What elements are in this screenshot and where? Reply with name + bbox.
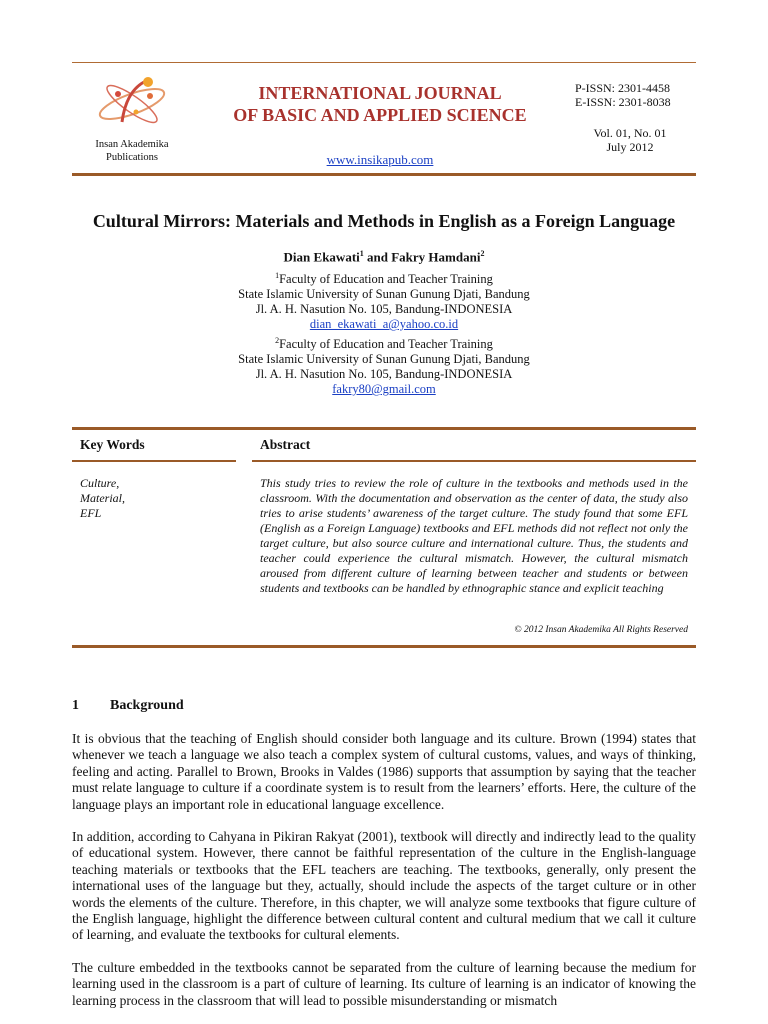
publisher-logo [92,72,172,134]
affil-1-line1: Faculty of Education and Teacher Training [279,272,493,287]
journal-title [200,82,560,126]
affil-2-line3: Jl. A. H. Nasution No. 105, Bandung-INDONESIA [255,367,513,382]
header-top-rule [72,62,696,63]
abstract-heading: Abstract [260,437,311,452]
section-title: Background [110,698,184,713]
keyword-item: Material, [80,491,125,505]
publisher-line2: Publications [106,152,158,163]
author-1-sup: 1 [359,249,364,258]
abstract-underline [252,460,696,462]
eissn: E-ISSN: 2301-8038 [575,95,671,109]
journal-website-link[interactable]: www.insikapub.com [326,152,434,167]
volume-block [560,126,700,154]
affil-1-line3: Jl. A. H. Nasution No. 105, Bandung-INDONESIA [255,302,513,317]
paper-title: Cultural Mirrors: Materials and Methods in English as a Foreign Language [92,211,676,231]
affil-1-line2: State Islamic University of Sunan Gunung Djati, Bandung [238,287,530,302]
section-number: 1 [72,698,79,713]
affiliation-1 [160,268,608,332]
body-paragraph: In addition, according to Cahyana in Pikiran Rakyat (2001), textbook will directly and indirectly lead to the quality of educational system. However, there cannot be faithful representation of the culture in the English-language teaching materials or textbooks that the EFL teachers are teaching. The textbooks, generally, only present the international uses of the language but they, actually, should include the aspects of the target culture or in other words the elements of the culture. Therefore, in this chapter, we will analyze some textbooks that figure culture of the English language, highlight the difference between cultural content and cultural medium that we call it culture of learning, and evaluate the textbooks for cultural elements. [72,829,696,943]
keywords-list [80,476,125,521]
publisher-line1: Insan Akademika [95,139,169,150]
author-2: Fakry Hamdani [391,249,481,265]
author-separator: and [363,249,392,265]
volume-number: Vol. 01, No. 01 [593,126,667,140]
author-line [60,249,708,265]
affil-1-sup: 1 [275,271,280,280]
abstract-bottom-rule [72,645,696,648]
affil-2-line1: Faculty of Education and Teacher Training [279,337,493,352]
copyright-notice: © 2012 Insan Akademika All Rights Reserved [514,625,688,635]
issn-block [575,81,695,109]
affil-2-email[interactable]: fakry80@gmail.com [332,382,436,397]
affil-1-email[interactable]: dian_ekawati_a@yahoo.co.id [309,317,459,332]
keyword-item: Culture, [80,476,120,490]
author-1: Dian Ekawati [283,249,360,265]
body-paragraph: It is obvious that the teaching of English should consider both language and its culture. Brown (1994) states that whenever we teach a language we also teach a complex system of cultural customs, values, and ways of thinking, feeling and acting. Parallel to Brown, Brooks in Valdes (1986) supports that assumption by saying that the teacher must relate language to culture if a coordinate system is to result from the learners’ efforts. Here, the culture of the language plays an important role in educational language excellence. [72,731,696,812]
abstract-top-rule [72,427,696,430]
keywords-underline [72,460,236,462]
header-bottom-rule [72,173,696,176]
affiliation-2 [160,333,608,397]
publisher-name [72,138,192,164]
journal-title-line1: INTERNATIONAL JOURNAL [258,83,502,103]
body-paragraph: The culture embedded in the textbooks cannot be separated from the culture of learning because the medium for learning used in the classroom is a part of culture of learning. Its culture of learning is an indicator of knowing the learning process in the classroom that will lead to possible misunderstanding or mismatch [72,960,696,1008]
author-2-sup: 2 [480,249,485,258]
keywords-heading: Key Words [80,437,145,452]
journal-title-line2: OF BASIC AND APPLIED SCIENCE [233,105,527,125]
abstract-body: This study tries to review the role of culture in the textbooks and methods used in the classroom. With the documentation and observation as the center of data, the study also tries to arise students’ awareness of the target culture. The study found that some EFL (English as a Foreign Language) textbooks and EFL methods did not reflect not only the target culture, but also source culture and international culture. Thus, the students and teacher could experience the cultural mismatch. However, the cultural mismatch aroused from different culture of learning between teacher and students or between students and textbooks can be handled by ethnographic stance and explicit teaching [260,476,688,595]
pissn: P-ISSN: 2301-4458 [575,81,671,95]
affil-2-line2: State Islamic University of Sunan Gunung Djati, Bandung [238,352,530,367]
logo-graphic [92,72,172,134]
issue-date: July 2012 [606,140,654,154]
affil-2-sup: 2 [275,336,280,345]
keyword-item: EFL [80,506,102,520]
